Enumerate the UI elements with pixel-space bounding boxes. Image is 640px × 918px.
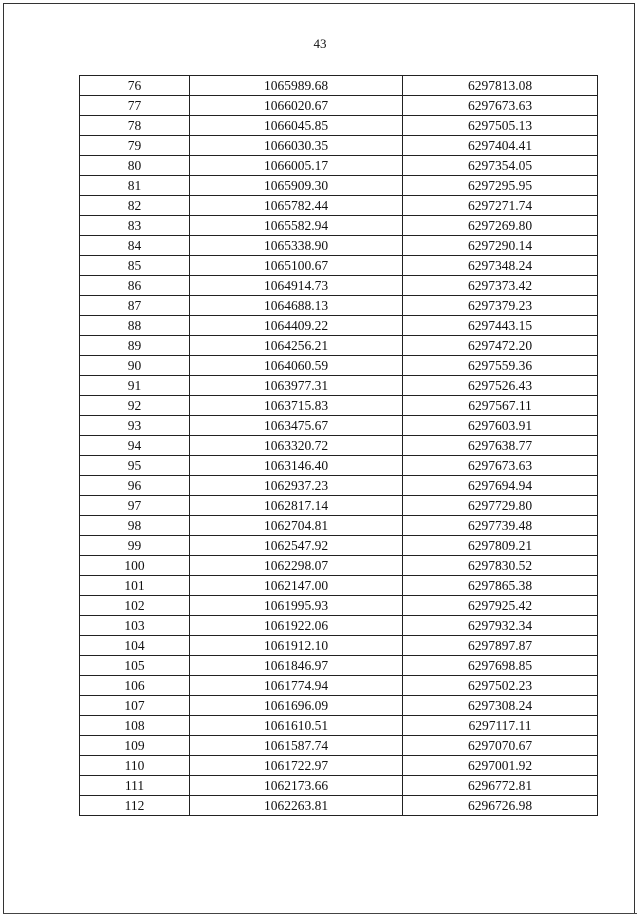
point-number-cell: 97 — [80, 496, 190, 516]
point-number-cell: 80 — [80, 156, 190, 176]
table-row — [80, 696, 598, 716]
x-coordinate-cell: 1062817.14 — [190, 496, 403, 516]
y-coordinate-cell: 6297379.23 — [403, 296, 598, 316]
point-number-cell: 89 — [80, 336, 190, 356]
x-coordinate-cell: 1061774.94 — [190, 676, 403, 696]
table-row — [80, 76, 598, 96]
x-coordinate-cell: 1064688.13 — [190, 296, 403, 316]
x-coordinate-cell: 1064256.21 — [190, 336, 403, 356]
y-coordinate-cell: 6297729.80 — [403, 496, 598, 516]
table-row — [80, 556, 598, 576]
y-coordinate-cell: 6297865.38 — [403, 576, 598, 596]
coordinates-table-body — [80, 76, 598, 816]
point-number-cell: 96 — [80, 476, 190, 496]
x-coordinate-cell: 1061722.97 — [190, 756, 403, 776]
point-number-cell: 95 — [80, 456, 190, 476]
y-coordinate-cell: 6297638.77 — [403, 436, 598, 456]
y-coordinate-cell: 6297472.20 — [403, 336, 598, 356]
point-number-cell: 85 — [80, 256, 190, 276]
point-number-cell: 91 — [80, 376, 190, 396]
y-coordinate-cell: 6297269.80 — [403, 216, 598, 236]
table-row — [80, 576, 598, 596]
point-number-cell: 78 — [80, 116, 190, 136]
x-coordinate-cell: 1062173.66 — [190, 776, 403, 796]
point-number-cell: 93 — [80, 416, 190, 436]
point-number-cell: 108 — [80, 716, 190, 736]
x-coordinate-cell: 1062937.23 — [190, 476, 403, 496]
y-coordinate-cell: 6297673.63 — [403, 96, 598, 116]
coordinates-table — [79, 75, 598, 816]
x-coordinate-cell: 1065989.68 — [190, 76, 403, 96]
page-bottom-edge — [3, 913, 637, 914]
table-row — [80, 396, 598, 416]
y-coordinate-cell: 6297897.87 — [403, 636, 598, 656]
y-coordinate-cell: 6297567.11 — [403, 396, 598, 416]
y-coordinate-cell: 6297404.41 — [403, 136, 598, 156]
table-row — [80, 616, 598, 636]
y-coordinate-cell: 6297502.23 — [403, 676, 598, 696]
y-coordinate-cell: 6297739.48 — [403, 516, 598, 536]
y-coordinate-cell: 6297698.85 — [403, 656, 598, 676]
y-coordinate-cell: 6297290.14 — [403, 236, 598, 256]
x-coordinate-cell: 1065338.90 — [190, 236, 403, 256]
table-row — [80, 536, 598, 556]
x-coordinate-cell: 1062147.00 — [190, 576, 403, 596]
table-row — [80, 196, 598, 216]
table-row — [80, 356, 598, 376]
point-number-cell: 94 — [80, 436, 190, 456]
y-coordinate-cell: 6297001.92 — [403, 756, 598, 776]
y-coordinate-cell: 6297813.08 — [403, 76, 598, 96]
table-row — [80, 496, 598, 516]
y-coordinate-cell: 6297830.52 — [403, 556, 598, 576]
y-coordinate-cell: 6297271.74 — [403, 196, 598, 216]
x-coordinate-cell: 1062547.92 — [190, 536, 403, 556]
x-coordinate-cell: 1064060.59 — [190, 356, 403, 376]
x-coordinate-cell: 1061610.51 — [190, 716, 403, 736]
table-row — [80, 136, 598, 156]
x-coordinate-cell: 1066045.85 — [190, 116, 403, 136]
y-coordinate-cell: 6297559.36 — [403, 356, 598, 376]
y-coordinate-cell: 6297354.05 — [403, 156, 598, 176]
point-number-cell: 107 — [80, 696, 190, 716]
table-row — [80, 736, 598, 756]
point-number-cell: 86 — [80, 276, 190, 296]
x-coordinate-cell: 1062263.81 — [190, 796, 403, 816]
point-number-cell: 105 — [80, 656, 190, 676]
y-coordinate-cell: 6297443.15 — [403, 316, 598, 336]
x-coordinate-cell: 1066020.67 — [190, 96, 403, 116]
point-number-cell: 100 — [80, 556, 190, 576]
point-number-cell: 79 — [80, 136, 190, 156]
y-coordinate-cell: 6297694.94 — [403, 476, 598, 496]
point-number-cell: 112 — [80, 796, 190, 816]
x-coordinate-cell: 1063475.67 — [190, 416, 403, 436]
x-coordinate-cell: 1066030.35 — [190, 136, 403, 156]
x-coordinate-cell: 1063715.83 — [190, 396, 403, 416]
y-coordinate-cell: 6297809.21 — [403, 536, 598, 556]
table-row — [80, 636, 598, 656]
table-row — [80, 476, 598, 496]
point-number-cell: 88 — [80, 316, 190, 336]
table-row — [80, 236, 598, 256]
point-number-cell: 111 — [80, 776, 190, 796]
x-coordinate-cell: 1065582.94 — [190, 216, 403, 236]
y-coordinate-cell: 6297295.95 — [403, 176, 598, 196]
point-number-cell: 99 — [80, 536, 190, 556]
x-coordinate-cell: 1065100.67 — [190, 256, 403, 276]
point-number-cell: 77 — [80, 96, 190, 116]
x-coordinate-cell: 1061912.10 — [190, 636, 403, 656]
table-row — [80, 656, 598, 676]
y-coordinate-cell: 6296772.81 — [403, 776, 598, 796]
table-row — [80, 296, 598, 316]
x-coordinate-cell: 1063146.40 — [190, 456, 403, 476]
point-number-cell: 92 — [80, 396, 190, 416]
table-row — [80, 176, 598, 196]
table-row — [80, 756, 598, 776]
table-row — [80, 316, 598, 336]
table-row — [80, 776, 598, 796]
table-row — [80, 336, 598, 356]
x-coordinate-cell: 1062298.07 — [190, 556, 403, 576]
y-coordinate-cell: 6297673.63 — [403, 456, 598, 476]
x-coordinate-cell: 1063320.72 — [190, 436, 403, 456]
table-row — [80, 216, 598, 236]
y-coordinate-cell: 6297373.42 — [403, 276, 598, 296]
table-row — [80, 156, 598, 176]
y-coordinate-cell: 6297348.24 — [403, 256, 598, 276]
point-number-cell: 109 — [80, 736, 190, 756]
point-number-cell: 81 — [80, 176, 190, 196]
x-coordinate-cell: 1066005.17 — [190, 156, 403, 176]
table-row — [80, 376, 598, 396]
point-number-cell: 82 — [80, 196, 190, 216]
point-number-cell: 90 — [80, 356, 190, 376]
x-coordinate-cell: 1062704.81 — [190, 516, 403, 536]
point-number-cell: 103 — [80, 616, 190, 636]
x-coordinate-cell: 1064914.73 — [190, 276, 403, 296]
x-coordinate-cell: 1064409.22 — [190, 316, 403, 336]
table-row — [80, 456, 598, 476]
table-row — [80, 416, 598, 436]
table-row — [80, 516, 598, 536]
y-coordinate-cell: 6297070.67 — [403, 736, 598, 756]
point-number-cell: 76 — [80, 76, 190, 96]
point-number-cell: 101 — [80, 576, 190, 596]
point-number-cell: 87 — [80, 296, 190, 316]
table-row — [80, 796, 598, 816]
y-coordinate-cell: 6296726.98 — [403, 796, 598, 816]
point-number-cell: 102 — [80, 596, 190, 616]
table-row — [80, 276, 598, 296]
point-number-cell: 110 — [80, 756, 190, 776]
x-coordinate-cell: 1061587.74 — [190, 736, 403, 756]
table-row — [80, 596, 598, 616]
table-row — [80, 116, 598, 136]
table-row — [80, 676, 598, 696]
y-coordinate-cell: 6297932.34 — [403, 616, 598, 636]
y-coordinate-cell: 6297925.42 — [403, 596, 598, 616]
x-coordinate-cell: 1065782.44 — [190, 196, 403, 216]
point-number-cell: 83 — [80, 216, 190, 236]
x-coordinate-cell: 1061922.06 — [190, 616, 403, 636]
table-row — [80, 256, 598, 276]
y-coordinate-cell: 6297505.13 — [403, 116, 598, 136]
y-coordinate-cell: 6297603.91 — [403, 416, 598, 436]
y-coordinate-cell: 6297308.24 — [403, 696, 598, 716]
x-coordinate-cell: 1061995.93 — [190, 596, 403, 616]
point-number-cell: 104 — [80, 636, 190, 656]
page-number: 43 — [313, 36, 327, 51]
x-coordinate-cell: 1061696.09 — [190, 696, 403, 716]
x-coordinate-cell: 1061846.97 — [190, 656, 403, 676]
table-row — [80, 96, 598, 116]
point-number-cell: 98 — [80, 516, 190, 536]
y-coordinate-cell: 6297117.11 — [403, 716, 598, 736]
y-coordinate-cell: 6297526.43 — [403, 376, 598, 396]
x-coordinate-cell: 1063977.31 — [190, 376, 403, 396]
x-coordinate-cell: 1065909.30 — [190, 176, 403, 196]
table-row — [80, 716, 598, 736]
point-number-cell: 106 — [80, 676, 190, 696]
table-row — [80, 436, 598, 456]
point-number-cell: 84 — [80, 236, 190, 256]
